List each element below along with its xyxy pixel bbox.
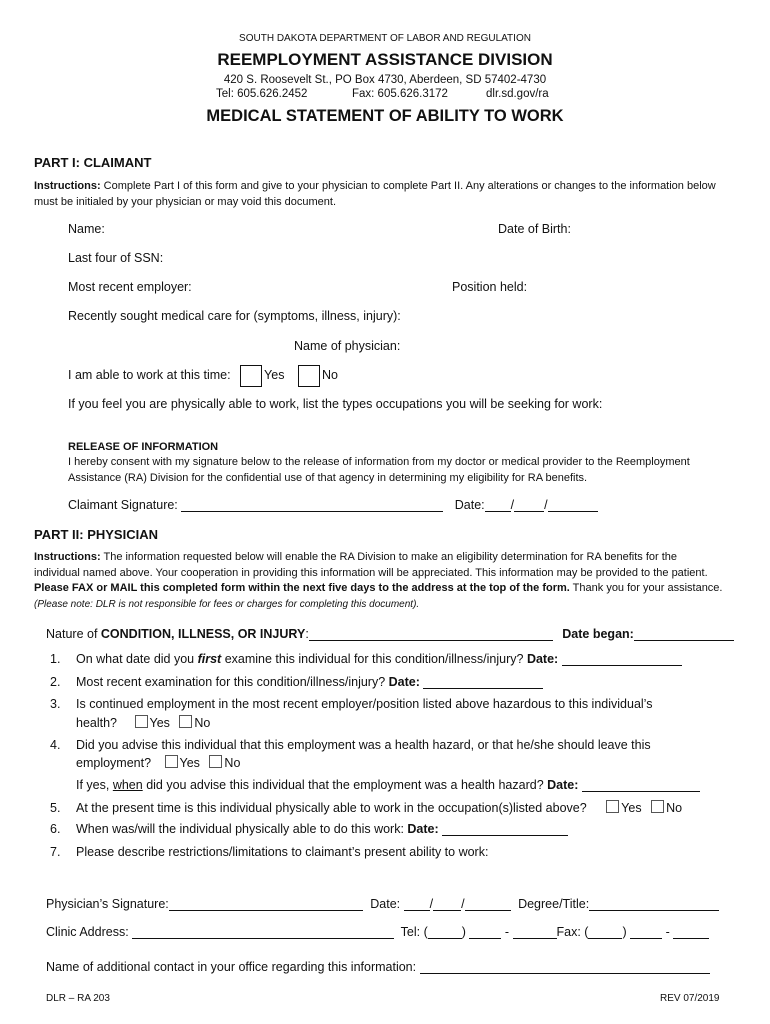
- occupations-label: If you feel you are physically able to work, list the types occupations you will be seeking for work:: [68, 397, 603, 411]
- part1-instr-label: Instructions:: [34, 180, 101, 192]
- q6-date-label: Date:: [407, 822, 439, 836]
- release-heading: RELEASE OF INFORMATION: [68, 441, 219, 453]
- part2-instr-bold: Please FAX or MAIL this completed form within the next five days to the address at the top of the form.: [34, 582, 570, 594]
- q3-answer-row: [76, 715, 210, 730]
- q4-ifyes-pre: If yes,: [76, 778, 113, 792]
- clinic-fax-prefix[interactable]: [630, 926, 662, 939]
- degree-title-field[interactable]: [589, 898, 719, 911]
- clinic-tel-line[interactable]: [513, 926, 557, 939]
- nature-field[interactable]: [309, 628, 553, 641]
- q5-row: [50, 800, 682, 815]
- agency-tel: Tel: 605.626.2452: [216, 88, 308, 100]
- able-yes-checkbox[interactable]: [240, 365, 262, 387]
- agency-website[interactable]: dlr.sd.gov/ra: [486, 88, 549, 100]
- q4-no-checkbox[interactable]: [209, 755, 222, 768]
- able-no-checkbox[interactable]: [298, 365, 320, 387]
- degree-title-label: Degree/Title:: [518, 897, 590, 911]
- q4-date-label: Date:: [547, 778, 579, 792]
- q6-row: [50, 822, 568, 836]
- physician-signature-row: Physician’s Signature: Date: / / Degree/Title:: [46, 897, 719, 911]
- q5-yes-checkbox[interactable]: [606, 800, 619, 813]
- q4-ifyes-row: [76, 778, 700, 792]
- q2-row: [50, 675, 543, 689]
- clinic-fax-line[interactable]: [673, 926, 709, 939]
- q2-date-field[interactable]: [423, 676, 543, 689]
- q3-yes-checkbox[interactable]: [135, 715, 148, 728]
- able-no-label: No: [321, 368, 338, 382]
- q4-ifyes-post: did you advise this individual that the employment was a health hazard?: [142, 778, 548, 792]
- clinic-address-label: Clinic Address:: [46, 925, 129, 939]
- form-title: MEDICAL STATEMENT OF ABILITY TO WORK: [206, 107, 564, 125]
- nature-row: [46, 627, 734, 641]
- clinic-tel-prefix[interactable]: [469, 926, 501, 939]
- q4-text-line2: employment?: [76, 756, 152, 770]
- part1-heading: PART I: CLAIMANT: [34, 155, 152, 170]
- able-to-work-row: [68, 363, 338, 387]
- clinic-fax-label: Fax: (: [556, 925, 589, 939]
- claimant-date-year[interactable]: [548, 499, 598, 512]
- physician-date-month[interactable]: [404, 898, 430, 911]
- part2-instr-note: (Please note: DLR is not responsible for fees or charges for completing this document).: [34, 598, 420, 610]
- physician-signature-label: Physician’s Signature:: [46, 897, 169, 911]
- part1-instr-text: Complete Part I of this form and give to your physician to complete Part II. Any alterations or changes to the information below must be initialed by your physician or may void this document.: [34, 180, 716, 208]
- q5-no-checkbox[interactable]: [651, 800, 664, 813]
- q4-no-label: No: [224, 756, 241, 770]
- q3-number: 3.: [50, 697, 61, 711]
- name-label: Name:: [68, 222, 105, 236]
- q4-yes-checkbox[interactable]: [165, 755, 178, 768]
- additional-contact-label: Name of additional contact in your office regarding this information:: [46, 960, 417, 974]
- q2-text: Most recent examination for this condition/illness/injury?: [76, 675, 389, 689]
- physician-signature-field[interactable]: [169, 898, 363, 911]
- employer-label: Most recent employer:: [68, 280, 192, 294]
- form-id: DLR – RA 203: [46, 993, 110, 1004]
- physician-name-label: Name of physician:: [294, 339, 401, 353]
- q1-text-pre: On what date did you: [76, 652, 198, 666]
- q7-number: 7.: [50, 845, 61, 859]
- q7-row: [50, 845, 488, 859]
- q5-number: 5.: [50, 801, 61, 815]
- dob-label: Date of Birth:: [498, 222, 571, 236]
- q3-no-checkbox[interactable]: [179, 715, 192, 728]
- q4-yes-label: Yes: [179, 756, 200, 770]
- claimant-date-month[interactable]: [485, 499, 511, 512]
- nature-bold: CONDITION, ILLNESS, OR INJURY: [100, 627, 306, 641]
- q7-text: Please describe restrictions/limitations to claimant’s present ability to work:: [76, 845, 489, 859]
- q3-text-line2: health?: [76, 716, 118, 730]
- part2-heading: PART II: PHYSICIAN: [34, 527, 158, 542]
- nature-prefix: Nature of: [46, 627, 101, 641]
- q4-when: when: [112, 778, 143, 792]
- claimant-date-label: Date:: [454, 498, 485, 512]
- additional-contact-row: [46, 960, 710, 974]
- claimant-signature-label: Claimant Signature:: [68, 498, 178, 512]
- physician-date-label: Date:: [370, 897, 401, 911]
- able-yes-label: Yes: [264, 368, 285, 382]
- q4-date-field[interactable]: [582, 779, 700, 792]
- q4-number: 4.: [50, 738, 61, 752]
- q1-emphasis: first: [197, 652, 222, 666]
- clinic-tel-label: Tel: (: [400, 925, 428, 939]
- form-revision: REV 07/2019: [660, 993, 720, 1004]
- q5-text: At the present time is this individual physically able to work in the occupation(s)listed above?: [76, 801, 587, 815]
- q5-yes-label: Yes: [621, 801, 642, 815]
- part2-instr-after: Thank you for your assistance.: [569, 582, 723, 594]
- nature-colon: :: [305, 627, 309, 641]
- q1-number: 1.: [50, 652, 61, 666]
- agency-name: SOUTH DAKOTA DEPARTMENT OF LABOR AND REGULATION: [239, 33, 531, 44]
- clinic-fax-area[interactable]: [588, 926, 622, 939]
- q1-date-field[interactable]: [562, 653, 682, 666]
- q3-text: Is continued employment in the most recent employer/position listed above hazardous to this individual’s: [76, 697, 653, 711]
- q4-row: [50, 738, 651, 752]
- part2-instr-text: The information requested below will enable the RA Division to make an eligibility determination for RA benefits for the individual named above. Your cooperation in providing this information will be appreciated. This information may be provided to the patient.: [34, 551, 708, 579]
- q6-number: 6.: [50, 822, 61, 836]
- q5-no-label: No: [666, 801, 683, 815]
- q4-text: Did you advise this individual that this employment was a health hazard, or that he/she should leave this: [76, 738, 651, 752]
- additional-contact-field[interactable]: [420, 961, 710, 974]
- physician-date-year[interactable]: [465, 898, 511, 911]
- claimant-signature-field[interactable]: [181, 499, 443, 512]
- part2-instructions: [34, 550, 724, 612]
- q3-row: [50, 697, 652, 711]
- clinic-address-field[interactable]: [132, 926, 394, 939]
- q3-no-label: No: [194, 716, 211, 730]
- position-label: Position held:: [452, 280, 528, 294]
- q6-date-field[interactable]: [442, 823, 568, 836]
- medical-care-label: Recently sought medical care for (symptoms, illness, injury):: [68, 309, 401, 323]
- part2-instr-label: Instructions:: [34, 551, 101, 563]
- q4-answer-row: [76, 755, 240, 770]
- division-name: REEMPLOYMENT ASSISTANCE DIVISION: [217, 50, 553, 69]
- q1-row: [50, 652, 682, 666]
- date-began-label: Date began:: [562, 627, 634, 641]
- claimant-date-day[interactable]: [514, 499, 544, 512]
- date-began-field[interactable]: [634, 628, 734, 641]
- physician-date-day[interactable]: [433, 898, 461, 911]
- clinic-row: Clinic Address: Tel: ( ) - Fax: ( ) -: [46, 925, 709, 939]
- release-text: I hereby consent with my signature below to the release of information from my doctor or medical provider to the Reemployment Assistance (RA) Division for the confidential use of that agency in determining my eligibility for RA benefits.: [68, 456, 690, 484]
- ssn-label: Last four of SSN:: [68, 251, 164, 265]
- part1-instructions: [34, 179, 724, 210]
- q3-yes-label: Yes: [149, 716, 170, 730]
- clinic-tel-area[interactable]: [428, 926, 462, 939]
- agency-address: 420 S. Roosevelt St., PO Box 4730, Aberdeen, SD 57402-4730: [223, 74, 547, 86]
- claimant-signature-row: Claimant Signature: Date: / /: [68, 498, 598, 512]
- agency-fax: Fax: 605.626.3172: [352, 88, 448, 100]
- able-to-work-label: I am able to work at this time:: [68, 368, 231, 382]
- q1-text-post: examine this individual for this condition/illness/injury?: [221, 652, 527, 666]
- q1-date-label: Date:: [526, 652, 559, 666]
- q6-text: When was/will the individual physically able to do this work:: [76, 822, 408, 836]
- q2-number: 2.: [50, 675, 61, 689]
- q2-date-label: Date:: [388, 675, 420, 689]
